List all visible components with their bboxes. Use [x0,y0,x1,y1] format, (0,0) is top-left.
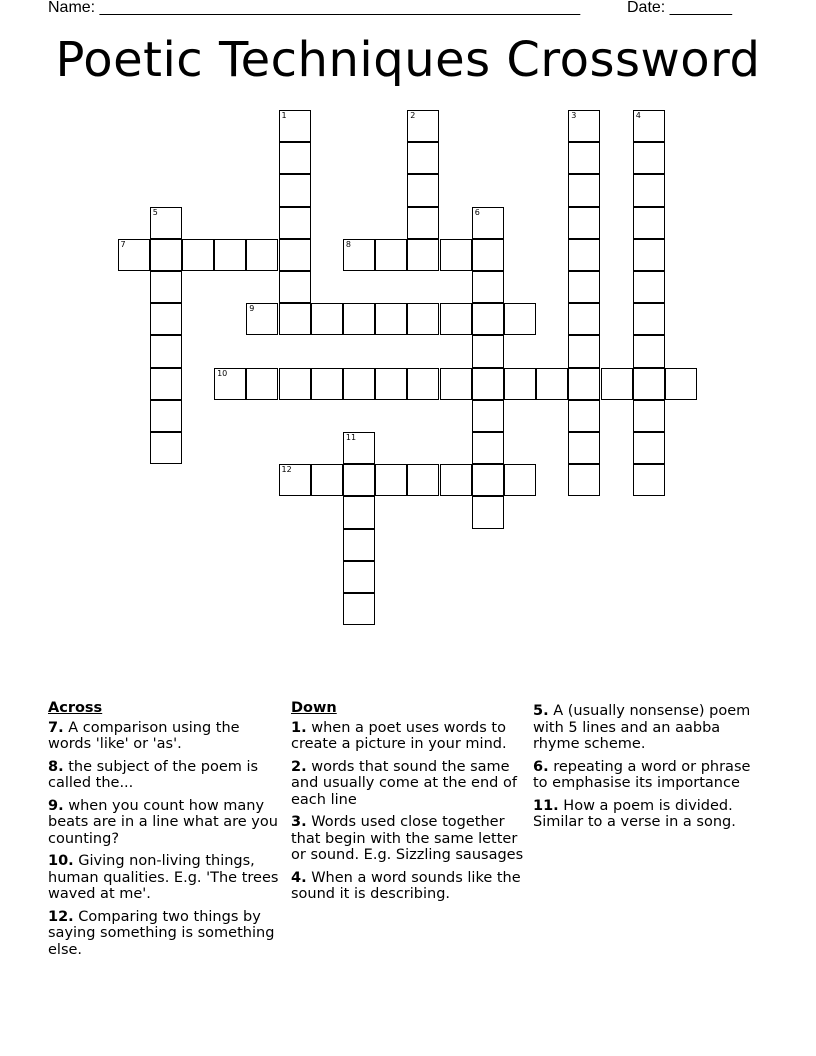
cell-number: 2 [410,111,416,120]
grid-cell[interactable] [150,239,182,271]
grid-cell[interactable] [568,239,600,271]
grid-cell[interactable] [568,303,600,335]
clue-number: 11. [533,797,559,814]
cell-number: 10 [217,368,228,378]
clue-across-7 [48,720,283,753]
grid-cell[interactable] [633,239,665,271]
grid-cell[interactable] [343,529,375,561]
grid-cell[interactable] [279,464,311,496]
clue-number: 6. [533,758,549,775]
grid-cell[interactable] [633,335,665,367]
down-heading: Down [291,700,337,716]
grid-cell[interactable] [279,207,311,239]
grid-cell[interactable] [375,464,407,496]
grid-cell[interactable] [343,368,375,400]
cell-number: 4 [635,111,641,120]
grid-cell[interactable] [375,303,407,335]
clue-text: repeating a word or phrase to emphasise its importance [533,758,751,791]
grid-cell[interactable] [311,303,343,335]
grid-cell[interactable] [633,432,665,464]
cell-number: 11 [345,433,357,442]
cell-number: 12 [281,465,292,475]
clue-text: words that sound the same and usually come at the end of each line [291,758,517,808]
grid-cell[interactable] [407,303,439,335]
grid-cell[interactable] [633,207,665,239]
grid-cell[interactable] [633,303,665,335]
clue-down-2 [291,759,526,809]
clue-number: 9. [48,797,64,814]
clue-text: When a word sounds like the sound it is describing. [291,869,521,902]
grid-cell[interactable] [568,110,600,142]
cell-number: 8 [345,239,351,249]
clue-text: How a poem is divided. Similar to a verse in a song. [533,797,736,830]
grid-cell[interactable] [633,400,665,432]
grid-cell[interactable] [472,335,504,367]
grid-cell[interactable] [665,368,697,400]
grid-cell[interactable] [440,464,472,496]
grid-cell[interactable] [343,593,375,625]
grid-cell[interactable] [472,271,504,303]
grid-cell[interactable] [279,110,311,142]
grid-cell[interactable] [279,303,311,335]
grid-cell[interactable] [472,432,504,464]
grid-cell[interactable] [343,496,375,528]
grid-cell[interactable] [407,207,439,239]
grid-cell[interactable] [568,271,600,303]
grid-cell[interactable] [633,142,665,174]
grid-cell[interactable] [407,368,439,400]
grid-cell[interactable] [407,174,439,206]
grid-cell[interactable] [568,432,600,464]
clue-number: 1. [291,719,307,736]
clue-number: 3. [291,814,307,830]
cell-number: 1 [281,111,287,120]
grid-cell[interactable] [568,174,600,206]
clue-text: the subject of the poem is called the... [48,758,259,791]
clue-number: 12. [48,908,74,925]
clue-text: when a poet uses words to create a picture in your mind. [291,719,507,752]
page-title: Poetic Techniques Crossword [55,32,761,88]
grid-cell[interactable] [472,496,504,528]
clue-text: A (usually nonsense) poem with 5 lines and an aabba rhyme scheme. [533,703,751,752]
grid-cell[interactable] [311,368,343,400]
clue-across-10 [48,853,283,903]
grid-cell[interactable] [568,142,600,174]
grid-cell[interactable] [150,432,182,464]
across-clues [48,700,283,964]
clue-text: Giving non-living things, human qualities. E.g. 'The trees waved at me'. [48,853,279,902]
grid-cell[interactable] [150,368,182,400]
grid-cell[interactable] [150,303,182,335]
grid-cell[interactable] [472,239,504,271]
clue-down-5 [533,703,768,753]
name-field: Name: ______________________________________________________ [48,0,581,16]
clue-text: Words used close together that begin with the same letter or sound. E.g. Sizzling sausages [291,814,524,863]
grid-cell[interactable] [279,174,311,206]
grid-cell[interactable] [568,335,600,367]
grid-cell[interactable] [311,464,343,496]
grid-cell[interactable] [150,271,182,303]
clue-down-11 [533,798,768,831]
grid-cell[interactable] [601,368,633,400]
grid-cell[interactable] [440,303,472,335]
grid-cell[interactable] [568,368,600,400]
cell-number: 5 [152,207,158,217]
clue-number: 10. [48,853,74,869]
cell-number: 3 [571,111,577,120]
clue-down-4 [291,870,526,903]
grid-cell[interactable] [279,368,311,400]
grid-cell[interactable] [472,207,504,239]
grid-cell[interactable] [150,335,182,367]
grid-cell[interactable] [568,464,600,496]
grid-cell[interactable] [407,142,439,174]
clue-down-1 [291,720,526,753]
grid-cell[interactable] [343,432,375,464]
grid-cell[interactable] [214,239,246,271]
grid-cell[interactable] [343,464,375,496]
grid-cell[interactable] [633,271,665,303]
grid-cell[interactable] [118,239,150,271]
down-clues [291,700,526,909]
clue-number: 5. [533,703,549,719]
grid-cell[interactable] [633,174,665,206]
cell-number: 7 [120,239,126,249]
clue-number: 7. [48,719,64,736]
grid-cell[interactable] [150,207,182,239]
clue-across-8 [48,759,283,792]
grid-cell[interactable] [504,303,536,335]
grid-cell[interactable] [504,464,536,496]
clue-text: A comparison using the words 'like' or 'as'. [48,719,240,752]
grid-cell[interactable] [440,239,472,271]
across-heading: Across [48,700,103,716]
grid-cell[interactable] [343,303,375,335]
grid-cell[interactable] [568,207,600,239]
grid-cell[interactable] [568,400,600,432]
grid-cell[interactable] [440,368,472,400]
grid-cell[interactable] [375,239,407,271]
clue-number: 8. [48,758,64,775]
grid-cell[interactable] [182,239,214,271]
cell-number: 9 [249,304,255,314]
grid-cell[interactable] [246,239,278,271]
grid-cell[interactable] [214,368,246,400]
grid-cell[interactable] [150,400,182,432]
grid-cell[interactable] [246,368,278,400]
grid-cell[interactable] [536,368,568,400]
clue-down-6 [533,759,768,792]
grid-cell[interactable] [343,561,375,593]
grid-cell[interactable] [343,239,375,271]
grid-cell[interactable] [504,368,536,400]
grid-cell[interactable] [246,303,278,335]
grid-cell[interactable] [279,271,311,303]
clue-down-3 [291,814,526,864]
grid-cell[interactable] [407,464,439,496]
clue-across-12 [48,909,283,959]
clue-text: Comparing two things by saying something is something else. [48,908,275,958]
grid-cell[interactable] [472,368,504,400]
grid-cell[interactable] [472,464,504,496]
grid-cell[interactable] [472,303,504,335]
clue-number: 2. [291,758,307,775]
grid-cell[interactable] [407,239,439,271]
grid-cell[interactable] [279,142,311,174]
date-field: Date: _______ [627,0,732,16]
cell-number: 6 [474,207,480,217]
grid-cell[interactable] [472,400,504,432]
down-clues-continued [533,703,768,837]
clue-number: 4. [291,869,307,886]
grid-cell[interactable] [375,368,407,400]
grid-cell[interactable] [279,239,311,271]
grid-cell[interactable] [407,110,439,142]
grid-cell[interactable] [633,110,665,142]
clue-across-9 [48,798,283,848]
grid-cell[interactable] [633,464,665,496]
clue-text: when you count how many beats are in a line what are you counting? [48,797,278,847]
grid-cell[interactable] [633,368,665,400]
